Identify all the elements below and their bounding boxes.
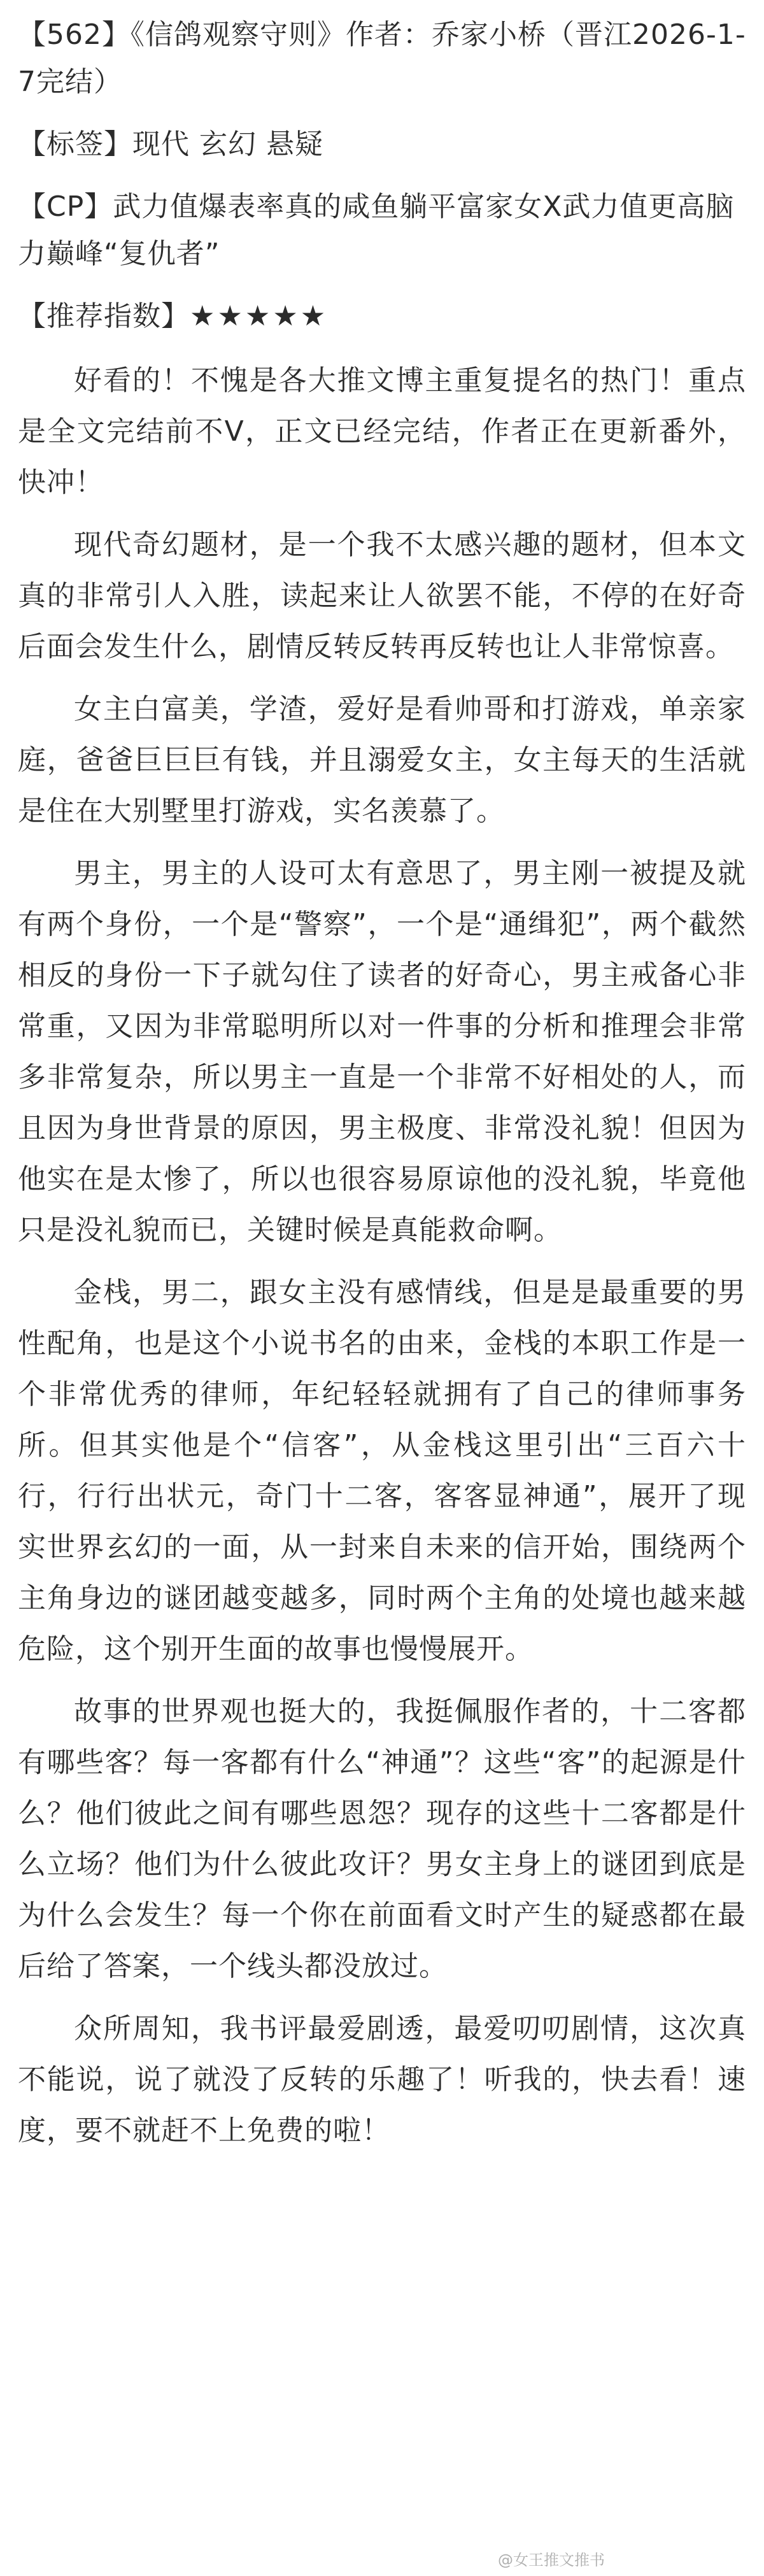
paragraph-6: 故事的世界观也挺大的，我挺佩服作者的，十二客都有哪些客？每一客都有什么“神通”？这些“客”的起源是什么？他们彼此之间有哪些恩怨？现存的这些十二客都是什么立场？他们为什么彼此攻讦？男女主身上的谜团到底是为什么会发生？每一个你在前面看文时产生的疑惑都在最后给了答案，一个线头都没放过。 <box>18 1695 746 1982</box>
rating-line <box>18 293 746 340</box>
rating-label: 【推荐指数】 <box>18 300 190 332</box>
cp-line: 【CP】武力值爆表率真的咸鱼躺平富家女X武力值更高脑力巅峰“复仇者” <box>18 190 735 270</box>
paragraph-4: 男主，男主的人设可太有意思了，男主刚一被提及就有两个身份，一个是“警察”，一个是“通缉犯”，两个截然相反的身份一下子就勾住了读者的好奇心，男主戒备心非常重，又因为非常聪明所以对一件事的分析和推理会非常多非常复杂，所以男主一直是一个非常不好相处的人，而且因为身世背景的原因，男主极度、非常没礼貌！但因为他实在是太惨了，所以也很容易原谅他的没礼貌，毕竟他只是没礼貌而已，关键时候是真能救命啊。 <box>18 857 746 1246</box>
rating-stars: ★★★★★ <box>190 300 329 332</box>
book-header: 【562】《信鸽观察守则》作者：乔家小桥（晋江2026-1-7完结） <box>18 18 746 98</box>
paragraph-7: 众所周知，我书评最爱剧透，最爱叨叨剧情，这次真不能说，说了就没了反转的乐趣了！听我的，快去看！速度，要不就赶不上免费的啦！ <box>18 2012 746 2147</box>
watermark: @女王推文推书 <box>498 2551 605 2569</box>
paragraph-1: 好看的！不愧是各大推文博主重复提名的热门！重点是全文完结前不V，正文已经完结，作者正在更新番外，快冲！ <box>18 364 746 499</box>
tags-line: 【标签】现代 玄幻 悬疑 <box>18 128 323 160</box>
paragraph-3: 女主白富美，学渣，爱好是看帅哥和打游戏，单亲家庭，爸爸巨巨巨有钱，并且溺爱女主，女主每天的生活就是住在大别墅里打游戏，实名羡慕了。 <box>18 693 746 827</box>
paragraph-2: 现代奇幻题材，是一个我不太感兴趣的题材，但本文真的非常引人入胜，读起来让人欲罢不能，不停的在好奇后面会发生什么，剧情反转反转再反转也让人非常惊喜。 <box>18 529 746 663</box>
paragraph-5: 金栈，男二，跟女主没有感情线，但是是最重要的男性配角，也是这个小说书名的由来，金栈的本职工作是一个非常优秀的律师，年纪轻轻就拥有了自己的律师事务所。但其实他是个“信客”，从金栈这里引出“三百六十行，行行出状元，奇门十二客，客客显神通”，展开了现实世界玄幻的一面，从一封来自未来的信开始，围绕两个主角身边的谜团越变越多，同时两个主角的处境也越来越危险，这个别开生面的故事也慢慢展开。 <box>18 1276 746 1665</box>
